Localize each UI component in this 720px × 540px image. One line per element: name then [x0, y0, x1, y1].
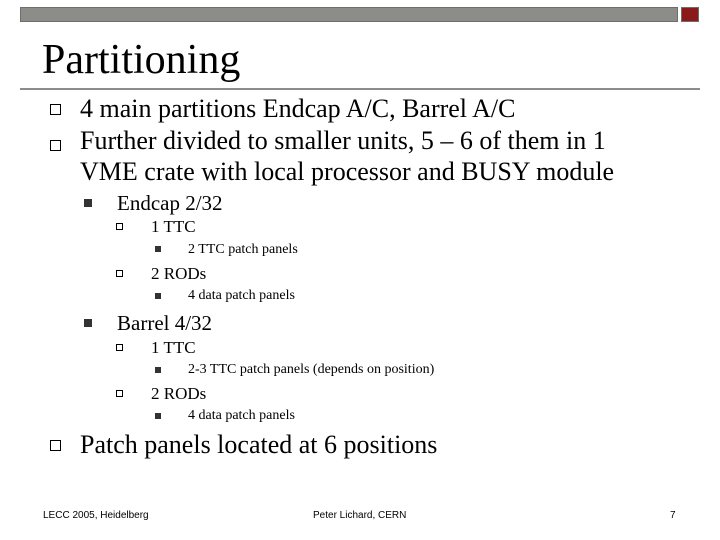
- solid-square-bullet-icon: [155, 413, 161, 419]
- hollow-square-bullet-icon: [116, 390, 123, 397]
- barrel-label: Barrel 4/32: [117, 311, 213, 335]
- hollow-square-bullet-icon: [50, 440, 61, 451]
- header-bar: [20, 7, 678, 22]
- title-divider: [20, 88, 700, 90]
- endcap-ttc: 1 TTC: [151, 217, 196, 236]
- barrel-ttc: 1 TTC: [151, 338, 196, 357]
- slide-title: Partitioning: [42, 37, 241, 83]
- footer-page-number: 7: [670, 510, 676, 521]
- solid-square-bullet-icon: [155, 246, 161, 252]
- barrel-rods: 2 RODs: [151, 384, 207, 403]
- hollow-square-bullet-icon: [116, 270, 123, 277]
- hollow-square-bullet-icon: [50, 104, 61, 115]
- endcap-rods: 2 RODs: [151, 264, 207, 283]
- bullet-main-partitions: 4 main partitions Endcap A/C, Barrel A/C: [80, 94, 516, 123]
- endcap-label: Endcap 2/32: [117, 191, 223, 215]
- solid-square-bullet-icon: [155, 367, 161, 373]
- footer-author: Peter Lichard, CERN: [313, 510, 407, 521]
- solid-square-bullet-icon: [84, 319, 92, 327]
- barrel-rods-detail: 4 data patch panels: [188, 408, 295, 423]
- hollow-square-bullet-icon: [116, 223, 123, 230]
- hollow-square-bullet-icon: [116, 344, 123, 351]
- header-accent-square: [681, 7, 699, 22]
- endcap-rods-detail: 4 data patch panels: [188, 288, 295, 303]
- endcap-ttc-detail: 2 TTC patch panels: [188, 242, 298, 257]
- bullet-further-divided: Further divided to smaller units, 5 – 6 of them in 1: [80, 126, 606, 155]
- bullet-further-divided-cont: VME crate with local processor and BUSY module: [80, 157, 615, 186]
- hollow-square-bullet-icon: [50, 140, 61, 151]
- solid-square-bullet-icon: [155, 293, 161, 299]
- footer-event: LECC 2005, Heidelberg: [43, 510, 149, 521]
- barrel-ttc-detail: 2-3 TTC patch panels (depends on position): [188, 362, 435, 377]
- bullet-patch-panels: Patch panels located at 6 positions: [80, 430, 438, 459]
- solid-square-bullet-icon: [84, 199, 92, 207]
